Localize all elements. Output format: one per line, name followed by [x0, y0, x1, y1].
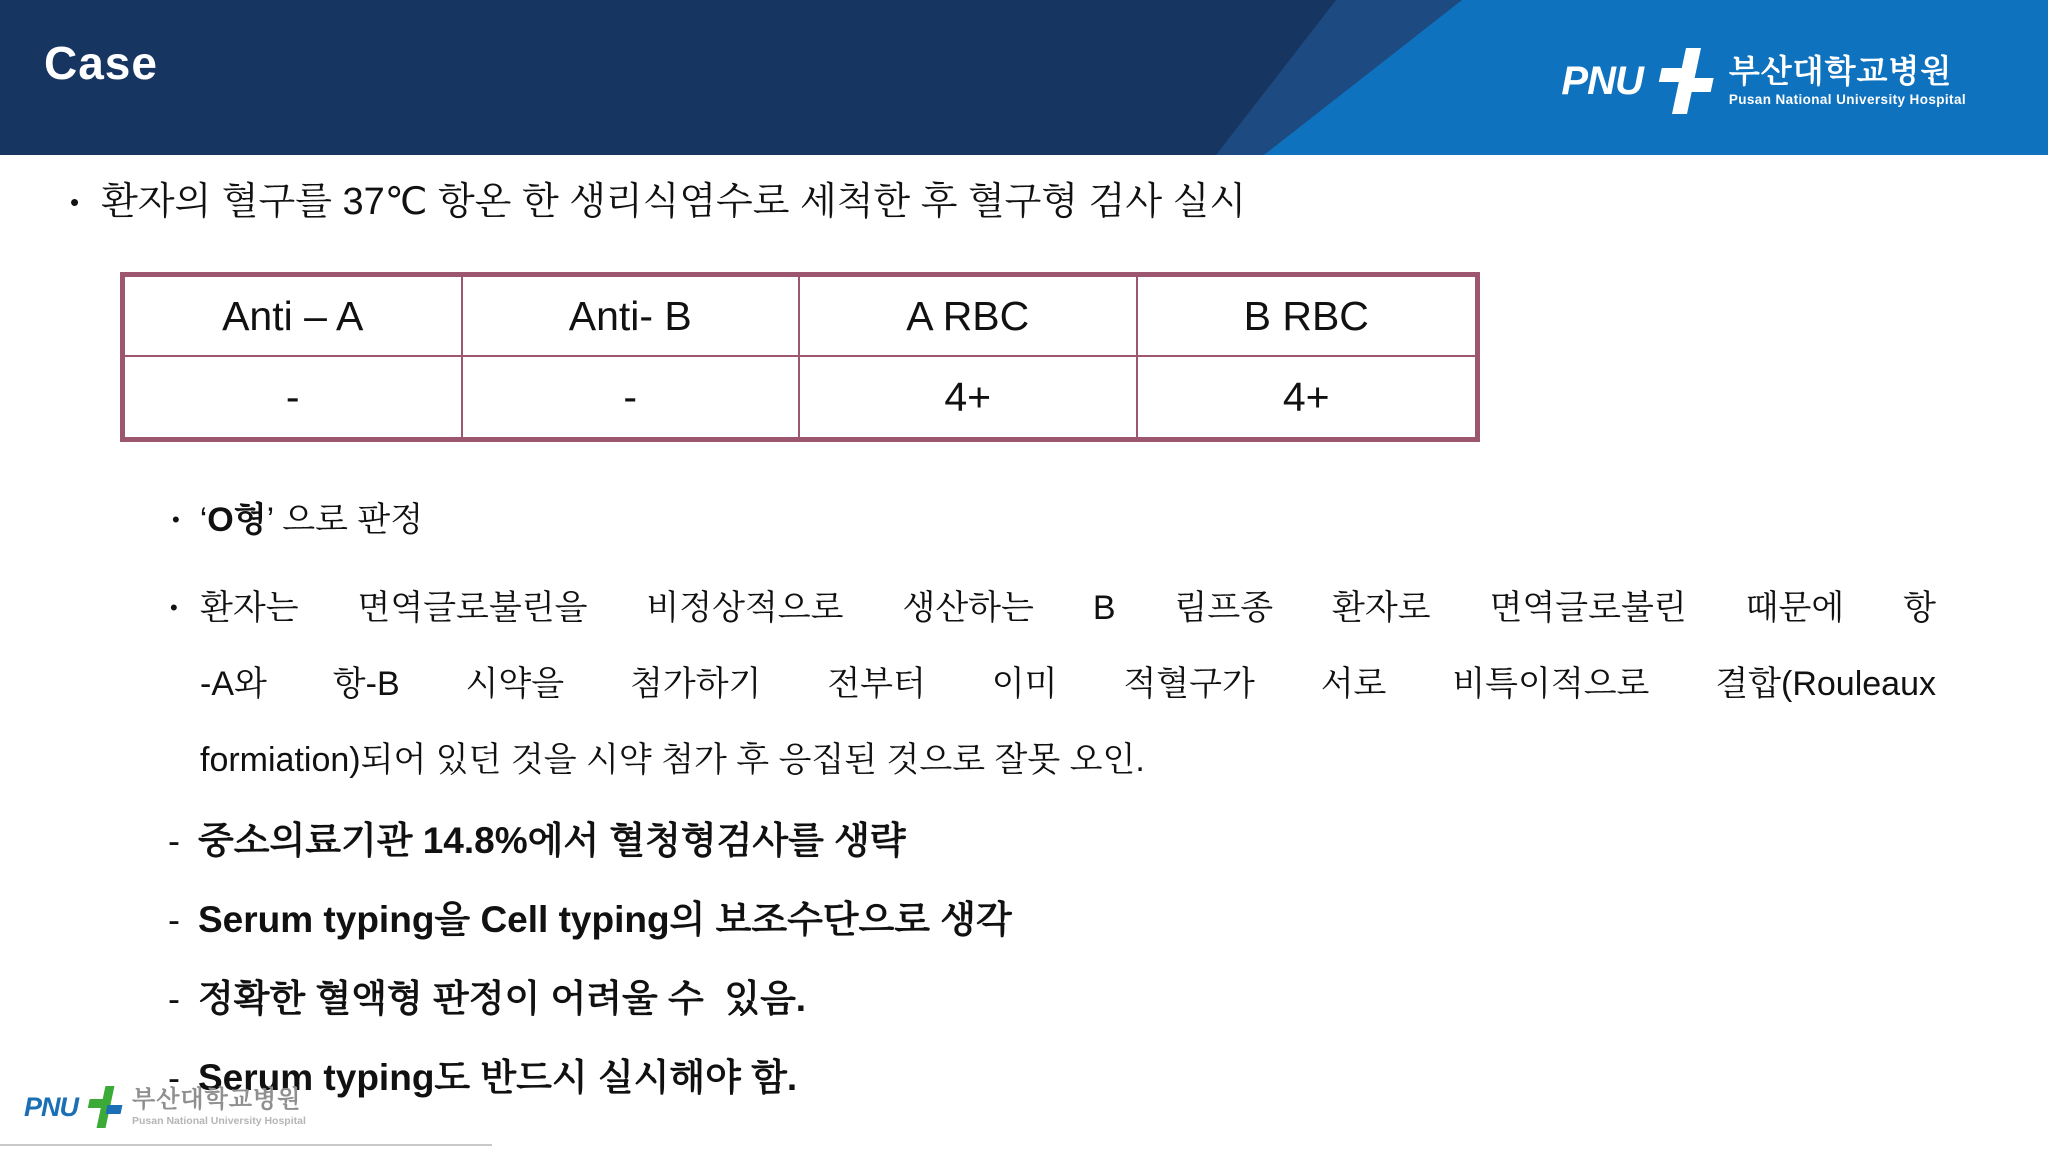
- paragraph-line-2: -A와 항-B 시약을 첨가하기 전부터 이미 적혈구가 서로 비특이적으로 결합(Rouleaux: [200, 665, 1936, 703]
- paragraph-line-1: 환자는 면역글로불린을 비정상적으로 생산하는 B 림프종 환자로 면역글로불린 때문에 항: [200, 589, 1936, 627]
- page-title: Case: [44, 37, 158, 89]
- quote-open: ‘: [199, 501, 208, 539]
- dash-bullet-icon: -: [168, 899, 180, 940]
- emphasis-list: [168, 812, 1868, 1128]
- bullet-dot-icon: •: [170, 595, 178, 620]
- hospital-name-en: Pusan National University Hospital: [132, 1114, 306, 1127]
- paragraph-line-3: formiation)되어 있던 것을 시약 첨가 후 응집된 것으로 잘못 오인.: [200, 741, 1145, 779]
- explanation-paragraph: [170, 570, 1936, 798]
- pnu-logo-text: PNU: [1561, 58, 1643, 103]
- hospital-name-block: [132, 1087, 306, 1126]
- hospital-name-kr: 부산대학교병원: [1728, 52, 1953, 89]
- list-item: [168, 970, 1868, 1028]
- finding-bullet: [172, 496, 423, 544]
- list-item-text: Serum typing도 반드시 실시해야 함.: [198, 1057, 798, 1098]
- pnu-logo-text: PNU: [24, 1091, 79, 1122]
- table-value-anti-a: -: [125, 357, 463, 437]
- finding-text: [200, 496, 423, 544]
- pnuh-cross-icon: [84, 1086, 127, 1128]
- hospital-name-block: [1729, 54, 1966, 108]
- bullet-dot-icon: •: [70, 187, 80, 217]
- finding-rest: ’ 으로 판정: [266, 501, 424, 539]
- list-item-text: Serum typing을 Cell typing의 보조수단으로 생각: [198, 899, 1012, 940]
- pnuh-footer-logo: [24, 1086, 306, 1128]
- dash-bullet-icon: -: [168, 978, 180, 1019]
- blood-type-bold: O형: [207, 501, 267, 539]
- bullet-dot-icon: •: [172, 507, 180, 532]
- hospital-name-en: Pusan National University Hospital: [1728, 92, 1966, 108]
- table-header-anti-b: Anti- B: [463, 277, 801, 357]
- pnuh-cross-icon: [1652, 48, 1720, 114]
- main-bullet: [70, 176, 1930, 228]
- table-value-anti-b: -: [463, 357, 801, 437]
- table-value-a-rbc: 4+: [800, 357, 1138, 437]
- blood-typing-table: [120, 272, 1480, 442]
- list-item-text: 중소의료기관 14.8%에서 혈청형검사를 생략: [198, 820, 906, 861]
- table-header-a-rbc: A RBC: [800, 277, 1138, 357]
- list-item-text: 정확한 혈액형 판정이 어려울 수 있음.: [198, 978, 807, 1019]
- table-value-b-rbc: 4+: [1282, 373, 1330, 420]
- list-item: [168, 812, 1868, 870]
- footer-divider: [0, 1144, 492, 1146]
- hospital-name-kr: 부산대학교병원: [132, 1086, 302, 1114]
- dash-bullet-icon: -: [168, 820, 180, 861]
- header-bar: [0, 0, 2048, 155]
- pnuh-header-logo: [1561, 48, 1966, 114]
- table-header-anti-a: Anti – A: [125, 277, 463, 357]
- main-bullet-text: 환자의 혈구를 37℃ 항온 한 생리식염수로 세척한 후 혈구형 검사 실시: [101, 181, 1247, 223]
- table-header-b-rbc: B RBC: [1138, 277, 1476, 357]
- dash-bullet-icon: -: [168, 1057, 180, 1098]
- list-item: [168, 1049, 1868, 1107]
- list-item: [168, 891, 1868, 949]
